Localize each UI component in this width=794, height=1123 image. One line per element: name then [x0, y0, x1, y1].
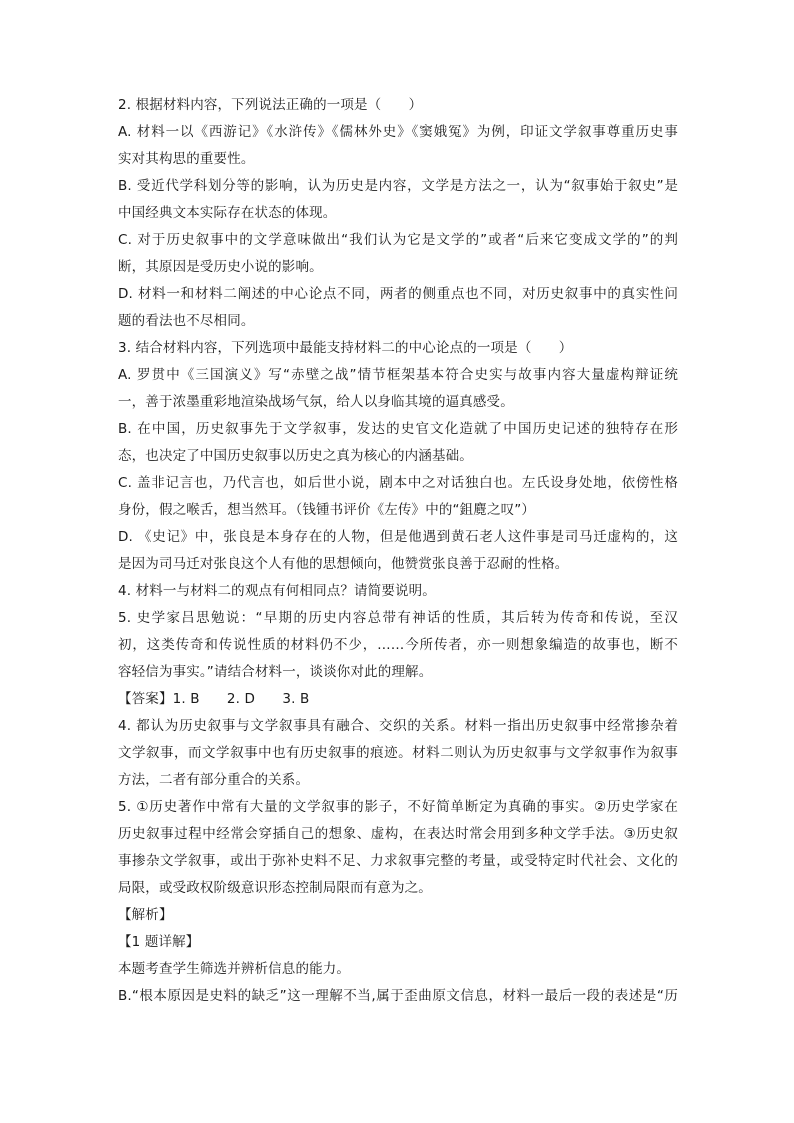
- question-1-detail-heading: 【1 题详解】: [118, 934, 200, 950]
- option-2c-line-2: 断，其原因是受历史小说的影响。: [118, 259, 323, 275]
- option-3d-line-1: D. 《史记》中，张良是本身存在的人物，但是他遇到黄石老人这件事是司马迁虚构的，这: [118, 529, 678, 545]
- answer-5-line-1: 5. ①历史著作中常有大量的文学叙事的影子，不好简单断定为真确的事实。②历史学家在: [118, 799, 678, 815]
- option-2b-line-1: B. 受近代学科划分等的影响，认为历史是内容，文学是方法之一，认为“叙事始于叙史”是: [118, 178, 678, 194]
- option-3c-line-2: 身份，假之喉舌，想当然耳。（钱锺书评价《左传》中的“鉏麑之叹”）: [118, 502, 536, 518]
- option-2d-line-2: 题的看法也不尽相同。: [118, 313, 255, 329]
- answer-4-line-1: 4. 都认为历史叙事与文学叙事具有融合、交织的关系。材料一指出历史叙事中经常掺杂着: [118, 718, 678, 734]
- answer-5-line-4: 局限，或受政权阶级意识形态控制局限而有意为之。: [118, 880, 432, 896]
- analysis-line-1: 本题考查学生筛选并辨析信息的能力。: [118, 961, 351, 977]
- question-5-line-2: 初，这类传奇和传说性质的材料仍不少，……今所传者，亦一则想象编造的故事也，断不: [118, 637, 678, 653]
- option-2b-line-2: 中国经典文本实际存在状态的体现。: [118, 205, 337, 221]
- answer-4-line-2: 文学叙事，而文学叙事中也有历史叙事的痕迹。材料二则认为历史叙事与文学叙事作为叙事: [118, 745, 678, 761]
- analysis-line-2: B.“根本原因是史料的缺乏”这一理解不当,属于歪曲原文信息，材料一最后一段的表述是“历: [118, 988, 678, 1004]
- option-2d-line-1: D. 材料一和材料二阐述的中心论点不同，两者的侧重点也不同，对历史叙事中的真实性问: [118, 286, 678, 302]
- option-3b-line-2: 态，也决定了中国历史叙事以历史之真为核心的内涵基础。: [118, 448, 473, 464]
- option-2a-line-2: 实对其构思的重要性。: [118, 151, 255, 167]
- answer-5-line-2: 历史叙事过程中经常会穿插自己的想象、虚构，在表达时常会用到多种文学手法。③历史叙: [118, 826, 678, 842]
- option-2a-line-1: A. 材料一以《西游记》《水浒传》《儒林外史》《窦娥冤》为例，印证文学叙事尊重历史事: [118, 124, 678, 140]
- option-3c-line-1: C. 盖非记言也，乃代言也，如后世小说，剧本中之对话独白也。左氏设身处地，依傍性格: [118, 475, 678, 491]
- option-3d-line-2: 是因为司马迁对张良这个人有他的思想倾向，他赞赏张良善于忍耐的性格。: [118, 556, 569, 572]
- question-3-stem: 3. 结合材料内容，下列选项中最能支持材料二的中心论点的一项是（ ）: [118, 340, 573, 356]
- question-5-line-3: 容轻信为事实。”请结合材料一，谈谈你对此的理解。: [118, 664, 433, 680]
- question-2-stem: 2. 根据材料内容，下列说法正确的一项是（ ）: [118, 97, 423, 113]
- analysis-heading: 【解析】: [118, 907, 173, 923]
- question-5-line-1: 5. 史学家吕思勉说：“早期的历史内容总带有神话的性质，其后转为传奇和传说，至汉: [118, 610, 678, 626]
- answer-key: 【答案】1. B 2. D 3. B: [118, 691, 310, 707]
- option-3a-line-2: 一，善于浓墨重彩地渲染战场气氛，给人以身临其境的逼真感受。: [118, 394, 514, 410]
- option-2c-line-1: C. 对于历史叙事中的文学意味做出“我们认为它是文学的”或者“后来它变成文学的”的判: [118, 232, 678, 248]
- option-3b-line-1: B. 在中国，历史叙事先于文学叙事，发达的史官文化造就了中国历史记述的独特存在形: [118, 421, 678, 437]
- document-page: [118, 92, 678, 1010]
- option-3a-line-1: A. 罗贯中《三国演义》写“赤壁之战”情节框架基本符合史实与故事内容大量虚构辩证统: [118, 367, 678, 383]
- answer-5-line-3: 事掺杂文学叙事，或出于弥补史料不足、力求叙事完整的考量，或受特定时代社会、文化的: [118, 853, 678, 869]
- question-4-stem: 4. 材料一与材料二的观点有何相同点？请简要说明。: [118, 583, 436, 599]
- answer-4-line-3: 方法，二者有部分重合的关系。: [118, 772, 310, 788]
